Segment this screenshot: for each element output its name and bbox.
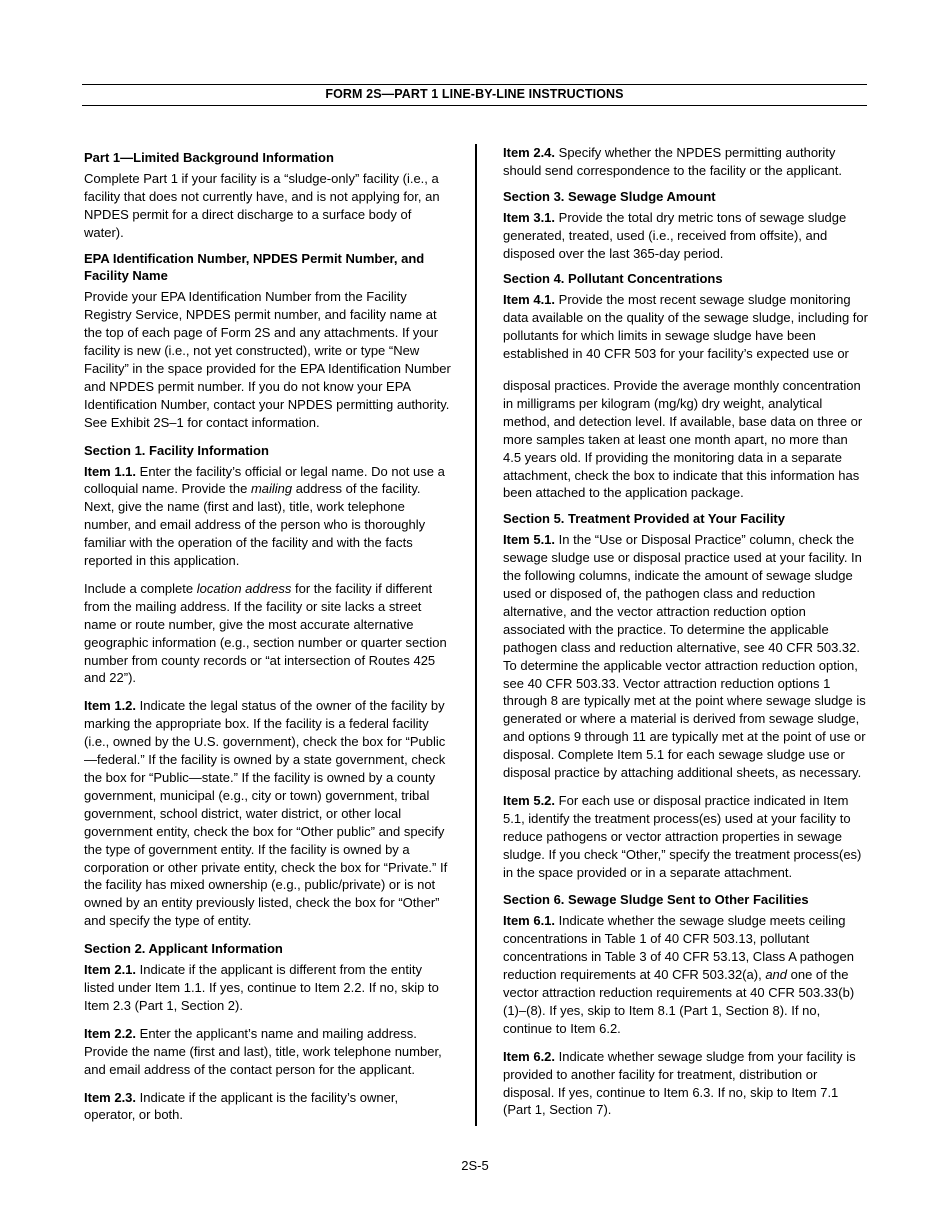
item-1-1-text-b: address of the facility. Next, give the name (first and last), title, work telephone number, and email address of the person who is thoroughly familiar with the operation of the facility and with the facts reported in this application. bbox=[84, 481, 426, 569]
item-2-2-paragraph bbox=[84, 1025, 452, 1079]
item-2-1-paragraph bbox=[84, 961, 452, 1015]
location-emphasis: location address bbox=[196, 580, 292, 596]
item-2-3-paragraph bbox=[84, 1089, 452, 1125]
item-1-1-label: Item 1.1. bbox=[84, 463, 137, 479]
item-6-1-paragraph bbox=[503, 912, 869, 1037]
item-4-1-paragraph bbox=[503, 291, 869, 363]
item-6-1-emphasis: and bbox=[765, 967, 788, 983]
item-4-1-text: Provide the most recent sewage sludge monitoring data available on the quality of the sewage sludge, including for pollutants for which limits in sewage sludge have been established in 40 CFR 503 for your facility’s expected use or bbox=[503, 292, 868, 362]
item-5-2-text: For each use or disposal practice indicated in Item 5.1, identify the treatment process(es) used at your facility to reduce pathogens or vector attraction properties in sewage sludge. If you check “Other,” specify the treatment process(es) in the space provided or in a separate attachment. bbox=[503, 792, 862, 880]
part1-paragraph: Complete Part 1 if your facility is a “sludge-only” facility (i.e., a facility that does not currently have, and is not applying for, an NPDES permit for a direct discharge to a surface body of water). bbox=[84, 170, 440, 240]
item-6-2-paragraph bbox=[503, 1048, 869, 1120]
item-2-2-text: Enter the applicant’s name and mailing address. Provide the name (first and last), title, work telephone number, and email address of the contact person for the applicant. bbox=[84, 1025, 442, 1077]
item-1-2-text: Indicate the legal status of the owner of the facility by marking the appropriate box. If the facility is a federal facility (i.e., owned by the U.S. government), check the box for “Public—federal.” If the facility is owned by a state government, check the box for “Public—state.” If the facility is owned by a county government, municipal (e.g., city or town) government, tribal government, school district, water district, or other local government entity, check the box for “Other public” and specify the type of government entity. If the facility is owned by a corporation or other private entity, check the box for “Private.” If the facility has mixed ownership (e.g., public/private) or is not owned by an entity previously listed, check the box for “Other” and specify the type of entity. bbox=[84, 698, 448, 929]
item-2-2-label: Item 2.2. bbox=[84, 1025, 137, 1041]
page-title: FORM 2S—PART 1 LINE-BY-LINE INSTRUCTIONS bbox=[325, 87, 624, 101]
item-2-4-text: Specify whether the NPDES permitting authority should send correspondence to the facility or the applicant. bbox=[503, 145, 842, 178]
item-5-2-label: Item 5.2. bbox=[503, 792, 556, 808]
right-column-bottom bbox=[503, 377, 869, 1127]
location-text-b: for the facility if different from the mailing address. If the facility or site lacks a street name or route number, give the most accurate alternative geographic information (e.g., section number or quarter section number from county records or “at intersection of Routes 425 and 22”). bbox=[84, 580, 447, 686]
location-address-paragraph bbox=[84, 580, 452, 687]
item-3-1-text: Provide the total dry metric tons of sewage sludge generated, treated, used (i.e., received from offsite), and disposed over the last 365-day period. bbox=[503, 209, 847, 261]
epa-paragraph: Provide your EPA Identification Number from the Facility Registry Service, NPDES permit number, and facility name at the top of each page of Form 2S and any attachments. If your facility is new (i.e., not yet constructed), write or type “New Facility” in the space provided for the EPA Identification Number and NPDES permit number. If you do not know your EPA Identification Number, contact your NPDES permitting authority. See Exhibit 2S–1 for contact information. bbox=[84, 289, 451, 430]
item-6-1-text-a: Indicate whether the sewage sludge meets ceiling concentrations in Table 1 of 40 CFR 503.13, pollutant concentrations in Table 3 of 40 CFR 53.13, Class A pathogen reduction requirements at 40 CFR 503.32(a), bbox=[503, 913, 854, 983]
item-6-1-text-b: one of the vector attraction reduction requirements at 40 CFR 503.33(b)(1)–(8). If yes, skip to Item 8.1 (Part 1, Section 8). If no, continue to Item 6.2. bbox=[503, 967, 855, 1036]
item-2-1-text: Indicate if the applicant is different from the entity listed under Item 1.1. If yes, continue to Item 2.2. If no, skip to Item 2.3 (Part 1, Section 2). bbox=[84, 962, 439, 1013]
header-top-rule bbox=[82, 84, 867, 85]
location-text-a: Include a complete bbox=[84, 580, 197, 596]
section6-heading: Section 6. Sewage Sludge Sent to Other Facilities bbox=[503, 892, 809, 908]
item-3-1-paragraph bbox=[503, 209, 869, 263]
right-column-top bbox=[503, 144, 869, 371]
item-2-1-label: Item 2.1. bbox=[84, 962, 137, 978]
column-divider bbox=[475, 144, 477, 1126]
item-6-2-label: Item 6.2. bbox=[503, 1048, 556, 1064]
section4-heading: Section 4. Pollutant Concentrations bbox=[503, 271, 723, 287]
item-5-2-paragraph bbox=[503, 792, 869, 882]
page-number: 2S-5 bbox=[461, 1158, 489, 1173]
item-1-2-label: Item 1.2. bbox=[84, 698, 137, 714]
item-3-1-label: Item 3.1. bbox=[503, 209, 556, 225]
part1-heading: Part 1—Limited Background Information bbox=[84, 150, 334, 165]
left-column bbox=[84, 149, 452, 1132]
epa-heading: EPA Identification Number, NPDES Permit Number, and Facility Name bbox=[84, 250, 425, 284]
header-bottom-rule bbox=[82, 105, 867, 106]
item-4-1-label: Item 4.1. bbox=[503, 292, 556, 308]
section1-heading: Section 1. Facility Information bbox=[84, 442, 269, 458]
item-1-1-paragraph bbox=[84, 463, 452, 570]
item-5-1-label: Item 5.1. bbox=[503, 532, 556, 548]
item-5-1-paragraph bbox=[503, 531, 869, 782]
item-2-3-label: Item 2.3. bbox=[84, 1089, 137, 1105]
item-1-1-emphasis: mailing bbox=[250, 481, 293, 497]
section5-heading: Section 5. Treatment Provided at Your Facility bbox=[503, 511, 785, 527]
item-6-1-label: Item 6.1. bbox=[503, 913, 556, 929]
item-4-1-continued: disposal practices. Provide the average monthly concentration in milligrams per kilogram (mg/kg) dry weight, analytical method, and detection level. If available, base data on three or more samples taken at least one month apart, no more than 4.5 years old. If providing the monitoring data in a separate attachment, check the box to indicate that this information has been attached to the application package. bbox=[503, 378, 863, 501]
item-6-2-text: Indicate whether sewage sludge from your facility is provided to another facility for treatment, distribution or disposal. If yes, continue to Item 6.3. If no, skip to Item 7.1 (Part 1, Section 7). bbox=[503, 1048, 856, 1118]
item-1-1-text-a: Enter the facility’s official or legal name. Do not use a colloquial name. Provide the bbox=[84, 463, 445, 497]
section2-heading: Section 2. Applicant Information bbox=[84, 941, 283, 957]
item-5-1-text: In the “Use or Disposal Practice” column, check the sewage sludge use or disposal practice used at your facility. In the following columns, indicate the amount of sewage sludge used or disposed of, the pathogen class and reduction alternative, and the vector attraction reduction option associated with the practice. To determine the applicable pathogen class and reduction alternative, see 40 CFR 503.32. To determine the applicable vector attraction reduction option, see 40 CFR 503.33. Vector attraction reduction options 1 through 8 are typically met at the point where sewage sludge is generated or where a material is derived from sewage sludge, and options 9 through 11 are typically met at the point of use or disposal. Complete Item 5.1 for each sewage sludge use or disposal practice by attaching additional sheets, as necessary. bbox=[503, 532, 866, 781]
item-2-3-text: Indicate if the applicant is the facility’s owner, operator, or both. bbox=[84, 1089, 399, 1123]
section3-heading: Section 3. Sewage Sludge Amount bbox=[503, 188, 716, 204]
item-2-4-label: Item 2.4. bbox=[503, 145, 556, 160]
item-1-2-paragraph bbox=[84, 697, 452, 930]
item-2-4-paragraph bbox=[503, 144, 869, 180]
